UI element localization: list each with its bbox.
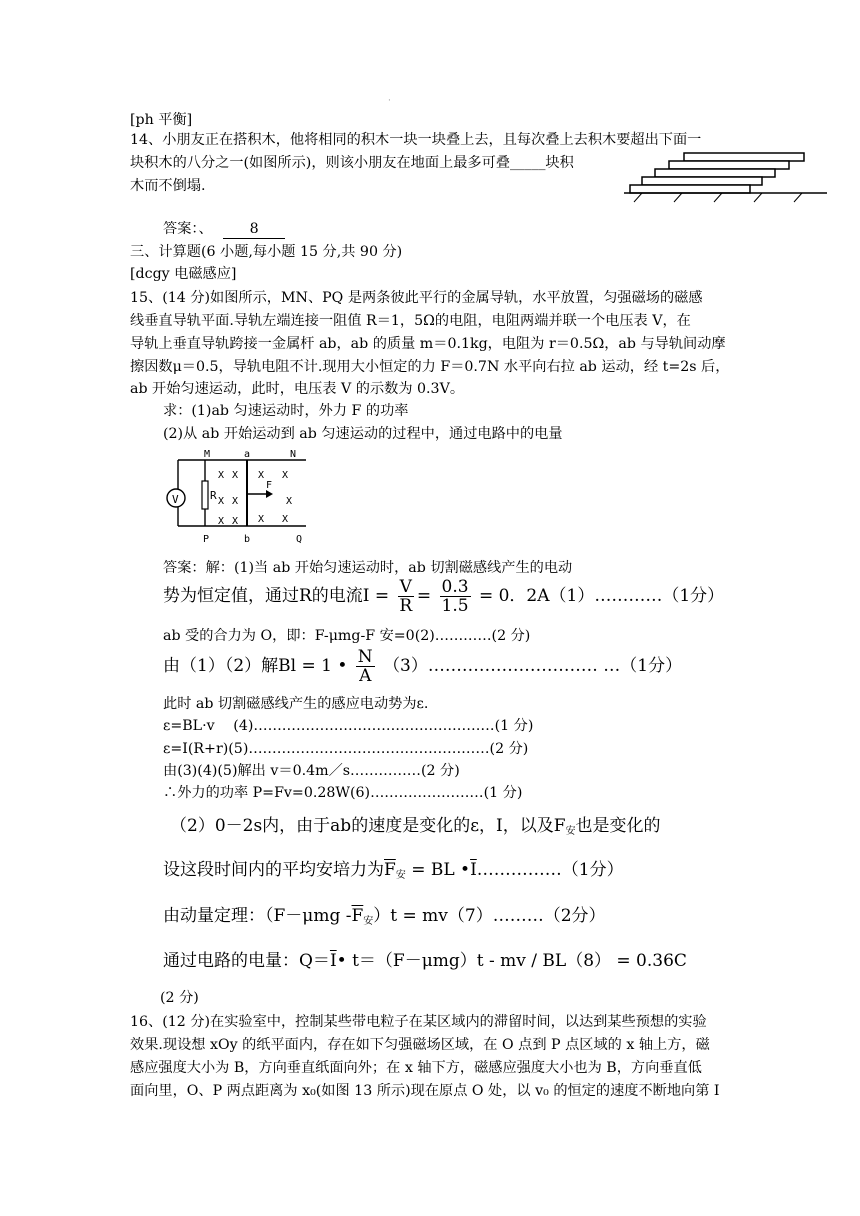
q16-line3: 感应强度大小为 B，方向垂直纸面向外；在 x 轴下方，磁感应强度大小也为 B，方向垂直低: [130, 1060, 702, 1076]
svg-text:X: X: [232, 470, 239, 481]
tag-balance: [ph 平衡]: [130, 112, 193, 128]
svg-text:X: X: [218, 470, 225, 481]
eq7: 由(3)(4)(5)解出 v＝0.4m／s……………(2 分): [163, 763, 460, 779]
eq6: ε=I(R+r)(5)……………………………………………(2 分): [163, 741, 529, 757]
svg-text:X: X: [286, 496, 293, 507]
eq2: ab 受的合力为 O，即：F-μmg-F 安=0(2)…………(2 分): [163, 628, 531, 644]
q14-line3: 木而不倒塌.: [130, 178, 206, 194]
label-M: M: [204, 449, 211, 460]
eq1-prefix: 势为恒定值，通过R的电流I =: [163, 586, 390, 606]
q15-line4: 擦因数μ＝0.5，导轨电阻不计.现用大小恒定的力 F＝0.7N 水平向右拉 ab 运动，经 t=2s 后，: [130, 359, 730, 375]
eq1-suffix: = 0．2A（1）…………（1分）: [478, 586, 725, 606]
eq3: [163, 648, 682, 685]
eq3-frac: $\frac{N}{A}$: [357, 647, 373, 686]
label-a: a: [244, 449, 251, 460]
eq1-frac1: $\frac{V}{R}$: [399, 577, 413, 616]
q15-line2: 线垂直导轨平面.导轨左端连接一阻值 R＝1，5Ω的电阻，电阻两端并联一个电压表 V，在: [130, 313, 691, 329]
label-N: N: [290, 449, 297, 460]
eq3-suffix: （3）………………………… …（1分）: [383, 656, 683, 676]
label-P: P: [203, 534, 210, 545]
q14-answer: [163, 220, 285, 239]
q16-line2: 效果.现设想 xOy 的纸平面内，存在如下匀强磁场区域，在 O 点到 P 点区域的 x 轴上方，磁: [130, 1037, 710, 1053]
q14-line1: 14、小朋友正在搭积木，他将相同的积木一块一块叠上去，且每次叠上去积木要超出下面一: [130, 132, 702, 148]
part2-intro: （2）0－2s内，由于ab的速度是变化的ε，I，以及$F_安$也是变化的: [170, 816, 661, 837]
last-score: (2 分): [160, 990, 199, 1006]
svg-text:X: X: [258, 470, 265, 481]
eq1-frac2: $\frac{0.3}{1.5}$: [441, 577, 469, 616]
label-b: b: [244, 534, 251, 545]
svg-text:X: X: [218, 496, 225, 507]
q16-line4: 面向里，O、P 两点距离为 x₀(如图 13 所示)现在原点 O 处，以 v₀ 的恒定的速度不断地向第 I: [130, 1083, 720, 1099]
eq1: 势为恒定值，通过R的电流I = $\frac{V}{R}$ = $\frac{0.3}{1.5}$ = 0．2A（1）…………（1分）: [163, 577, 725, 616]
charge-line: 通过电路的电量：$Q=\overline{I}•$ t＝（F－μmg）t - mv / BL（8） = 0.36C: [163, 951, 687, 971]
rail-circuit-figure: [160, 448, 310, 553]
force-label: F: [266, 480, 273, 491]
q15-line3: 导轨上垂直导轨跨接一金属杆 ab，ab 的质量 m＝0.1kg，电阻为 r＝0.5Ω，ab 与导轨间动摩: [130, 336, 726, 352]
eq5: ε=BL·v (4)……………………………………………(1 分): [163, 718, 534, 734]
q15-ask1: 求：(1)ab 匀速运动时，外力 F 的功率: [163, 403, 409, 419]
svg-text:X: X: [282, 470, 289, 481]
magnetic-field-marks: [218, 470, 292, 527]
svg-text:X: X: [232, 516, 239, 527]
svg-text:X: X: [258, 514, 265, 525]
voltmeter-label: V: [172, 493, 179, 506]
section-3-heading: 三、计算题(6 小题,每小题 15 分,共 90 分): [130, 244, 403, 260]
q15-line1: 15、(14 分)如图所示，MN、PQ 是两条彼此平行的金属导轨，水平放置，匀强磁场的磁感: [130, 290, 703, 306]
eq8: ∴外力的功率 P=Fv=0.28W(6)……………………(1 分): [163, 785, 523, 801]
eq4: 此时 ab 切割磁感线产生的感应电动势为ε.: [163, 696, 429, 712]
svg-text:X: X: [282, 514, 289, 525]
avg-force-line: 设这段时间内的平均安培力为$\overline{F}_安$ = BL $•\overline{I}\dots\dots\dots\dots\dots(1$分）: [163, 860, 624, 881]
q16-line1: 16、(12 分)在实验室中，控制某些带电粒子在某区域内的滞留时间，以达到某些预想的实验: [130, 1014, 707, 1030]
svg-text:X: X: [218, 516, 225, 527]
tag-em: [dcgy 电磁感应]: [130, 266, 237, 282]
q14-answer-label: 答案：、: [163, 221, 213, 237]
eq3-prefix: 由（1）（2）解Bl = 1 •: [163, 656, 348, 676]
momentum-line: 由动量定理：（F－μmg $-\overline{F}_安)t$ = mv（7）………（2分）: [163, 906, 606, 927]
q14-line2: 块积木的八分之一(如图所示)，则该小朋友在地面上最多可叠_____块积: [130, 155, 574, 171]
label-Q: Q: [296, 534, 303, 545]
q15-answer-line1: 答案：解：(1)当 ab 开始匀速运动时，ab 切割磁感线产生的电动: [163, 560, 573, 576]
q15-line5: ab 开始匀速运动，此时，电压表 V 的示数为 0.3V。: [130, 381, 465, 397]
svg-text:X: X: [232, 496, 239, 507]
resistor-label: R: [210, 489, 217, 502]
q14-answer-value: 8: [223, 220, 285, 239]
q15-ask2: (2)从 ab 开始运动到 ab 匀速运动的过程中，通过电路中的电量: [163, 426, 563, 442]
header-mark: ·: [388, 96, 391, 106]
stacked-blocks-figure: [622, 150, 832, 210]
